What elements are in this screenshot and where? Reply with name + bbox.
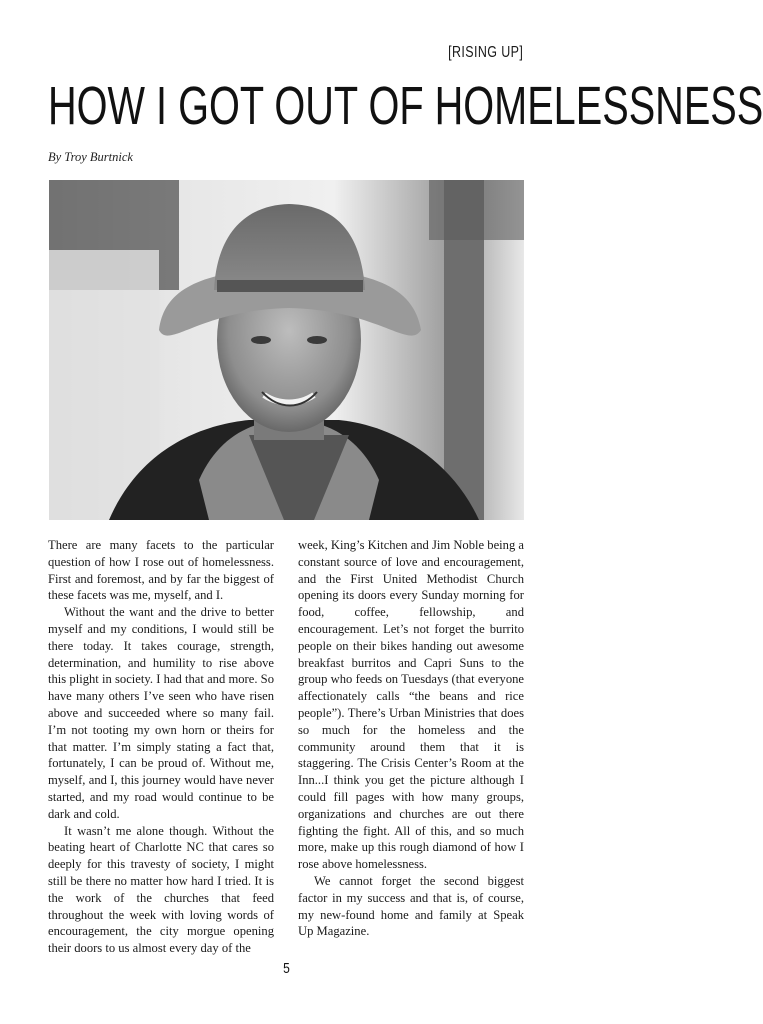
- byline: By Troy Burtnick: [48, 150, 133, 164]
- article-column-right: [298, 537, 524, 940]
- section-tag: [RISING UP]: [447, 44, 523, 61]
- page-number: 5: [283, 960, 290, 977]
- portrait-photo: [49, 180, 524, 520]
- portrait-photo-icon: [49, 180, 524, 520]
- paragraph: It wasn’t me alone though. Without the beating heart of Charlotte NC that cares so deeply for this travesty of society, I might still be there no matter how hard I tried. It is the work of the churches that feed throughout the week with loving words of encouragement, the city morgue opening their doors to us almost every day of the: [48, 823, 274, 956]
- paragraph: week, King’s Kitchen and Jim Noble being a constant source of love and encouragement, and the First United Methodist Church opening its doors every Sunday morning for food, coffee, fellowship, and encouragement. Let’s not forget the burrito people on their bikes handing out awesome breakfast burritos and Capri Suns to the group who feeds on Tuesdays (that everyone affectionately calls “the beans and rice people”). There’s Urban Ministries that does so much for the homeless and the community around them that it is staggering. The Crisis Center’s Room at the Inn...I think you get the picture although I could fill pages with how many groups, organizations and churches are out there fighting the fight. All of this, and so much more, make up this rough diamond of how I rose above homelessness.: [298, 538, 524, 872]
- paragraph: Without the want and the drive to better myself and my conditions, I would still be there today. It takes courage, strength, determination, and humility to rise above this plight in society. I had that and more. So have many others I’ve seen who have risen above and succeeded where so many fail. I’m not tooting my own horn or theirs for that matter. I’m simply stating a fact that, fortunately, I can be proud of. Without me, myself, and I, this journey would have never started, and my road would continue to be dark and cold.: [48, 605, 274, 821]
- paragraph: We cannot forget the second biggest factor in my success and that is, of course, my new-found home and family at Speak Up Magazine.: [298, 873, 524, 939]
- paragraph: There are many facets to the particular question of how I rose out of homelessness. First and foremost, and by far the biggest of these facets was me, myself, and I.: [48, 538, 274, 603]
- article-column-left: [48, 537, 274, 957]
- article-headline: HOW I GOT OUT OF HOMELESSNESS: [48, 76, 763, 136]
